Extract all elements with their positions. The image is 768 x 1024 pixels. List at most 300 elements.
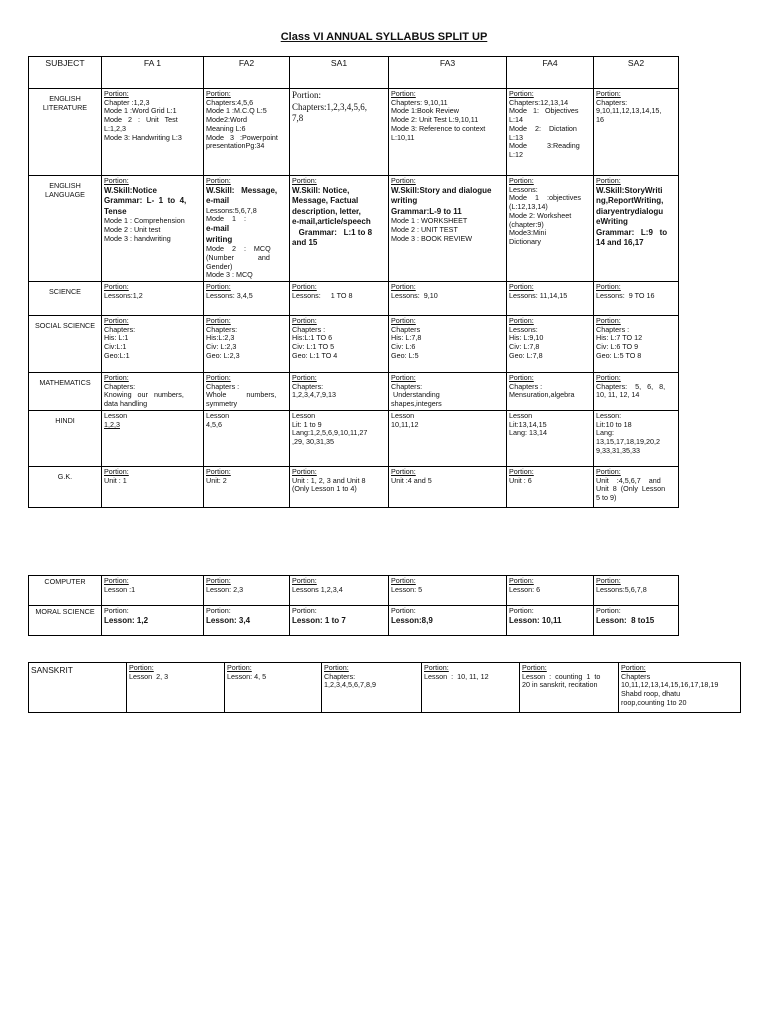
cell-text (206, 477, 287, 486)
cell-text (391, 586, 504, 595)
column-header-label: SA1 (330, 58, 348, 68)
subject-name: G.K. (57, 471, 73, 481)
portion-label: Portion: (391, 372, 416, 382)
cell-line: Lesson : counting 1 to (522, 671, 601, 681)
cell-line: Lesson: 2,3 (206, 584, 244, 594)
cell-line: L:1,2,3 (104, 123, 126, 133)
portion-label: Portion: (206, 281, 231, 291)
cell-line: Message, Factual (292, 196, 359, 206)
cell-line: Chapters: 9,10,11 (391, 97, 448, 107)
cell-text (391, 616, 504, 627)
syllabus-cell (507, 466, 594, 507)
cell-line: His:L:1 TO 6 (292, 333, 333, 343)
portion-label: Portion: (596, 372, 621, 382)
cell-line: 10,11,12 (391, 419, 419, 429)
cell-line: L:14 (509, 115, 523, 125)
cell-text (292, 412, 386, 447)
subject-name: HINDI (55, 415, 75, 425)
cell-line: Chapters:4,5,6 (206, 97, 254, 107)
cell-line: 10, 11, 12, 14 (596, 390, 640, 400)
cell-line: Knowing our numbers, (104, 390, 184, 400)
cell-line: Civ: L:6 TO 9 (596, 342, 639, 352)
cell-line: 1,2,3,4,5,6,7,8,9 (324, 680, 376, 690)
cell-line: Tense (104, 206, 127, 216)
cell-line: Understanding (391, 390, 440, 400)
cell-text (509, 99, 591, 160)
portion-label: Portion: (104, 466, 129, 476)
syllabus-cell (290, 372, 389, 410)
column-header-label: SA2 (627, 58, 645, 68)
portion-label: Portion: (292, 466, 317, 476)
syllabus-cell (102, 576, 204, 606)
cell-line: 1,2,3,4,7,9,13 (292, 390, 336, 400)
cell-line: Mode 3: Handwriting L:3 (104, 132, 182, 142)
cell-line: Geo:L:1 (104, 350, 130, 360)
portion-label: Portion: (292, 576, 317, 585)
portion-label: Portion: (509, 281, 534, 291)
cell-line: 5 to 9) (596, 493, 617, 503)
cell-line: Unit : 6 (509, 475, 532, 485)
syllabus-cell (204, 281, 290, 315)
cell-line: Chapters : (596, 324, 630, 334)
cell-text (206, 616, 287, 627)
cell-line: Lessons:5,6,7,8 (206, 205, 257, 215)
syllabus-cell (102, 176, 204, 282)
syllabus-cell (594, 606, 679, 636)
portion-label: Portion: (206, 315, 231, 325)
subject-name: ENGLISH LANGUAGE (45, 181, 85, 199)
cell-line: Mode 3: Reference to context (391, 123, 486, 133)
portion-label: Portion: (104, 89, 129, 98)
cell-line: Mode 1 : WORKSHEET (391, 216, 468, 226)
cell-segment (206, 207, 287, 224)
syllabus-cell (290, 466, 389, 507)
syllabus-cell (290, 315, 389, 372)
subject-cell (29, 89, 102, 176)
cell-line: eWriting (596, 217, 628, 227)
cell-line: Geo: L:7,8 (509, 350, 543, 360)
syllabus-cell (507, 281, 594, 315)
cell-line: symmetry (206, 399, 238, 409)
cell-text (621, 673, 738, 708)
cell-line: writing (391, 196, 418, 206)
cell-line: Unit 8 (Only Lesson (596, 484, 666, 494)
cell-line: L:13 (509, 132, 523, 142)
cell-line: Civ: L:2,3 (206, 342, 237, 352)
syllabus-cell (507, 576, 594, 606)
syllabus-cell (204, 89, 290, 176)
cell-line: Grammar: L:9 to (596, 227, 668, 237)
cell-text (206, 586, 287, 595)
portion-label: Portion: (391, 89, 416, 98)
table-row (29, 89, 679, 176)
portion-label: Portion: (206, 89, 231, 98)
cell-line: Lang: (596, 428, 614, 438)
portion-label: Portion: (206, 606, 231, 615)
cell-line: W.Skill: Message, (206, 185, 278, 195)
cell-segment (206, 224, 287, 245)
cell-line: Lesson: (596, 410, 622, 420)
cell-line: Lesson: 1,2 (104, 615, 149, 625)
cell-line: Mode 1 : Comprehension (104, 216, 185, 226)
table-row (29, 466, 679, 507)
portion-label: Portion: (621, 663, 646, 672)
cell-line: Grammar:L-9 to 11 (391, 206, 462, 216)
cell-line: Chapters: (104, 381, 136, 391)
cell-line: Lessons: 3,4,5 (206, 290, 253, 300)
subject-name: COMPUTER (44, 577, 86, 586)
syllabus-cell (389, 606, 507, 636)
column-header-label: FA 1 (143, 58, 162, 68)
portion-label: Portion: (292, 176, 317, 185)
cell-line: L:10,11 (391, 132, 415, 142)
portion-label: Portion: (596, 466, 621, 476)
cell-line: e-mail,article/speech (292, 217, 371, 227)
cell-text (104, 477, 201, 486)
column-header (594, 57, 679, 89)
cell-segment (104, 217, 201, 243)
cell-line: Lit:13,14,15 (509, 419, 547, 429)
syllabus-cell (389, 372, 507, 410)
cell-line: Unit : 1, 2, 3 and Unit 8 (292, 475, 366, 485)
cell-text (596, 477, 676, 503)
table-row (29, 281, 679, 315)
cell-line: Mensuration,algebra (509, 390, 575, 400)
cell-text (596, 326, 676, 361)
cell-line: Unit : 1 (104, 475, 127, 485)
table-row (29, 576, 679, 606)
portion-label: Portion: (391, 466, 416, 476)
cell-text (292, 90, 386, 125)
syllabus-cell (594, 89, 679, 176)
cell-line: 14 and 16,17 (596, 238, 644, 248)
cell-line: Whole numbers, (206, 390, 277, 400)
cell-line: Civ: L:6 (391, 342, 416, 352)
syllabus-cell (102, 466, 204, 507)
portion-label: Portion: (104, 176, 129, 185)
cell-line: Geo: L:5 (391, 350, 419, 360)
syllabus-cell (594, 410, 679, 466)
column-header-label: SUBJECT (45, 58, 85, 68)
cell-line: Lesson: 6 (509, 584, 541, 594)
syllabus-table-main (28, 56, 679, 508)
cell-line: Lesson (509, 410, 533, 420)
portion-label: Portion: (391, 606, 416, 615)
cell-text (509, 586, 591, 595)
cell-line: Geo: L:5 TO 8 (596, 350, 642, 360)
cell-line: 1,2,3 (104, 419, 120, 429)
portion-label: Portion: (206, 176, 231, 185)
cell-text (292, 383, 386, 400)
cell-line: W.Skill: Notice, (292, 185, 350, 195)
cell-line: Shabd roop, dhatu (621, 689, 681, 699)
column-header-label: FA4 (542, 58, 558, 68)
cell-line: Lesson (206, 410, 230, 420)
subject-cell (29, 576, 102, 606)
cell-line: 4,5,6 (206, 419, 222, 429)
cell-text (391, 326, 504, 361)
cell-line: Chapters : (292, 324, 326, 334)
syllabus-cell (594, 372, 679, 410)
cell-line: L:12 (509, 149, 523, 159)
cell-line: shapes,integers (391, 399, 442, 409)
portion-label: Portion: (509, 576, 534, 585)
subject-name: SOCIAL SCIENCE (34, 320, 96, 330)
cell-line: Mode 2: Dictation (509, 123, 577, 133)
cell-line: presentationPg:34 (206, 141, 265, 151)
cell-line: Civ:L:1 (104, 342, 127, 352)
cell-line: Lit: 1 to 9 (292, 419, 322, 429)
cell-segment (292, 186, 386, 249)
cell-line: Dictionary (509, 236, 541, 246)
cell-text (509, 477, 591, 486)
cell-line: 9,33,31,35,33 (596, 445, 640, 455)
portion-label: Portion: (509, 466, 534, 476)
syllabus-cell (389, 89, 507, 176)
cell-segment (206, 245, 287, 280)
cell-text (596, 586, 676, 595)
cell-line: His: L:9,10 (509, 333, 544, 343)
column-header-label: FA3 (439, 58, 456, 68)
cell-text (596, 616, 676, 627)
portion-label: Portion: (596, 606, 621, 615)
portion-label: Portion: (292, 281, 317, 291)
cell-line: Lessons: (509, 324, 538, 334)
cell-line: Mode 1 : (206, 214, 246, 224)
syllabus-cell (290, 410, 389, 466)
cell-text (104, 383, 201, 409)
cell-line: Lesson: 10,11 (509, 615, 562, 625)
cell-line: Chapters: (324, 671, 356, 681)
cell-line: 20 in sanskrit, recitation (522, 680, 598, 690)
cell-line: Mode 3 :Powerpoint (206, 132, 278, 142)
cell-text (391, 292, 504, 301)
cell-line: Chapters: 5, 6, 8, (596, 381, 666, 391)
cell-line: His: L:7 TO 12 (596, 333, 643, 343)
cell-line: His: L:7,8 (391, 333, 422, 343)
syllabus-cell (594, 315, 679, 372)
cell-text (292, 477, 386, 494)
cell-line: ng,ReportWriting, (596, 196, 664, 206)
cell-line: writing (206, 234, 233, 244)
cell-text (206, 326, 287, 361)
portion-label: Portion: (391, 576, 416, 585)
syllabus-cell (102, 372, 204, 410)
syllabus-cell (507, 410, 594, 466)
portion-label: Portion: (596, 281, 621, 291)
syllabus-cell (225, 663, 322, 713)
syllabus-cell (507, 315, 594, 372)
subject-cell (29, 466, 102, 507)
column-header-label: FA2 (238, 58, 255, 68)
subject-name: ENGLISH LITERATURE (42, 94, 88, 112)
cell-line: Chapters: (391, 381, 423, 391)
cell-line: W.Skill:StoryWriti (596, 185, 663, 195)
portion-label: Portion: (104, 315, 129, 325)
subject-cell (29, 410, 102, 466)
cell-line: Chapters : (206, 381, 240, 391)
cell-line: Lesson : 10, 11, 12 (424, 671, 489, 681)
cell-line: data handling (104, 399, 148, 409)
cell-text (391, 477, 504, 486)
cell-line: Lesson (391, 410, 415, 420)
cell-text (509, 292, 591, 301)
syllabus-cell (290, 176, 389, 282)
cell-line: (chapter:9) (509, 219, 544, 229)
cell-text (324, 673, 419, 690)
cell-line: Unit :4 and 5 (391, 475, 432, 485)
syllabus-cell (594, 281, 679, 315)
cell-line: Lesson: 8 to15 (596, 615, 655, 625)
cell-segment (509, 186, 591, 247)
portion-label: Portion: (206, 372, 231, 382)
cell-line: Mode 2 : UNIT TEST (391, 224, 458, 234)
cell-text (596, 383, 676, 400)
cell-line: (Only Lesson 1 to 4) (292, 484, 357, 494)
cell-line: diaryentrydialogu (596, 206, 664, 216)
cell-line: Lessons:5,6,7,8 (596, 584, 647, 594)
cell-line: e-mail (206, 224, 230, 234)
cell-line: W.Skill:Notice (104, 185, 157, 195)
portion-label: Portion: (509, 89, 534, 98)
subject-name: MORAL SCIENCE (35, 607, 95, 616)
syllabus-cell (290, 576, 389, 606)
cell-line: Lessons: 1 TO 8 (292, 290, 353, 300)
table-row (29, 606, 679, 636)
syllabus-cell (507, 606, 594, 636)
portion-label: Portion: (292, 606, 317, 615)
table-row (29, 410, 679, 466)
cell-line: Lessons 1,2,3,4 (292, 584, 343, 594)
syllabus-cell (290, 89, 389, 176)
syllabus-cell (594, 576, 679, 606)
cell-line: Lesson 2, 3 (129, 671, 169, 681)
portion-label: Portion: (596, 315, 621, 325)
cell-text (391, 99, 504, 143)
syllabus-cell (322, 663, 422, 713)
syllabus-cell (102, 281, 204, 315)
cell-line: Lessons: (509, 184, 538, 194)
cell-text (206, 292, 287, 301)
cell-line: (L:12,13,14) (509, 202, 548, 212)
cell-line: Mode 1: Objectives (509, 106, 579, 116)
cell-text (509, 616, 591, 627)
syllabus-cell (389, 176, 507, 282)
syllabus-cell (594, 176, 679, 282)
subject-name: SCIENCE (49, 286, 81, 296)
cell-line: His:L:2,3 (206, 333, 235, 343)
syllabus-cell (204, 410, 290, 466)
cell-line: Lesson: 5 (391, 584, 423, 594)
syllabus-cell (520, 663, 619, 713)
syllabus-cell (102, 89, 204, 176)
syllabus-cell (102, 606, 204, 636)
portion-label: Portion: (324, 663, 349, 672)
cell-line: 13,15,17,18,19,20,2 (596, 437, 660, 447)
cell-line: Chapters: (104, 324, 136, 334)
table-row (29, 176, 679, 282)
portion-label: Portion: (104, 372, 129, 382)
portion-label: Portion: (391, 176, 416, 185)
syllabus-cell (204, 466, 290, 507)
syllabus-cell (422, 663, 520, 713)
cell-line: Lessons:1,2 (104, 290, 143, 300)
cell-line: Mode 2: Worksheet (509, 210, 572, 220)
syllabus-cell (204, 315, 290, 372)
syllabus-cell (507, 89, 594, 176)
cell-line: Civ: L:1 TO 5 (292, 342, 335, 352)
cell-text (206, 99, 287, 151)
syllabus-cell (507, 176, 594, 282)
cell-text (522, 673, 616, 690)
syllabus-cell (290, 281, 389, 315)
cell-line: Mode 3:Reading (509, 141, 580, 151)
cell-text (509, 383, 591, 400)
cell-line: Lesson (292, 410, 316, 420)
cell-line: Chapters: (292, 381, 324, 391)
cell-text (129, 673, 222, 682)
portion-label: Portion: (509, 606, 534, 615)
portion-label: Portion: (522, 663, 547, 672)
cell-line: Chapters: (206, 324, 238, 334)
cell-line: Grammar: L- 1 to 4, (104, 196, 187, 206)
subject-cell (29, 606, 102, 636)
cell-text (424, 673, 517, 682)
cell-line: Portion: (292, 90, 322, 100)
portion-label: Portion: (391, 315, 416, 325)
subject-name: SANSKRIT (31, 665, 73, 675)
portion-label: Portion: (391, 281, 416, 291)
cell-line: roop,counting 1to 20 (621, 697, 687, 707)
cell-line: Geo: L:2,3 (206, 350, 240, 360)
cell-line: Chapters:12,13,14 (509, 97, 569, 107)
cell-line: Mode 2: Unit Test L:9,10,11 (391, 115, 479, 125)
subject-cell (29, 663, 127, 713)
cell-line: Chapter :1,2,3 (104, 97, 150, 107)
cell-line: 7,8 (292, 113, 304, 123)
cell-text (292, 292, 386, 301)
subject-cell (29, 372, 102, 410)
portion-label: Portion: (509, 315, 534, 325)
column-header (290, 57, 389, 89)
cell-text (104, 292, 201, 301)
cell-text (227, 673, 319, 682)
cell-line: His: L:1 (104, 333, 129, 343)
syllabus-cell (102, 410, 204, 466)
cell-line: Mode 2 : Unit test (104, 224, 161, 234)
cell-line: 9,10,11,12,13,14,15, (596, 106, 662, 116)
cell-line: Lit:10 to 18 (596, 419, 632, 429)
portion-label: Portion: (596, 576, 621, 585)
cell-line: Mode 1 :objectives (509, 193, 581, 203)
portion-label: Portion: (292, 372, 317, 382)
cell-line: W.Skill:Story and dialogue (391, 185, 492, 195)
portion-label: Portion: (104, 576, 129, 585)
cell-line: 10,11,12,13,14,15,16,17,18,19 (621, 680, 719, 690)
cell-line: Unit: 2 (206, 475, 227, 485)
cell-line: Mode 3 : handwriting (104, 233, 171, 243)
cell-segment (391, 217, 504, 243)
portion-label: Portion: (596, 176, 621, 185)
cell-text (509, 412, 591, 438)
syllabus-cell (389, 281, 507, 315)
subject-cell (29, 176, 102, 282)
subject-cell (29, 315, 102, 372)
page-title: Class VI ANNUAL SYLLABUS SPLIT UP (280, 31, 488, 43)
cell-line: Meaning L:6 (206, 123, 246, 133)
subject-name: MATHEMATICS (39, 377, 91, 387)
cell-line: Mode 1 :Word Grid L:1 (104, 106, 177, 116)
